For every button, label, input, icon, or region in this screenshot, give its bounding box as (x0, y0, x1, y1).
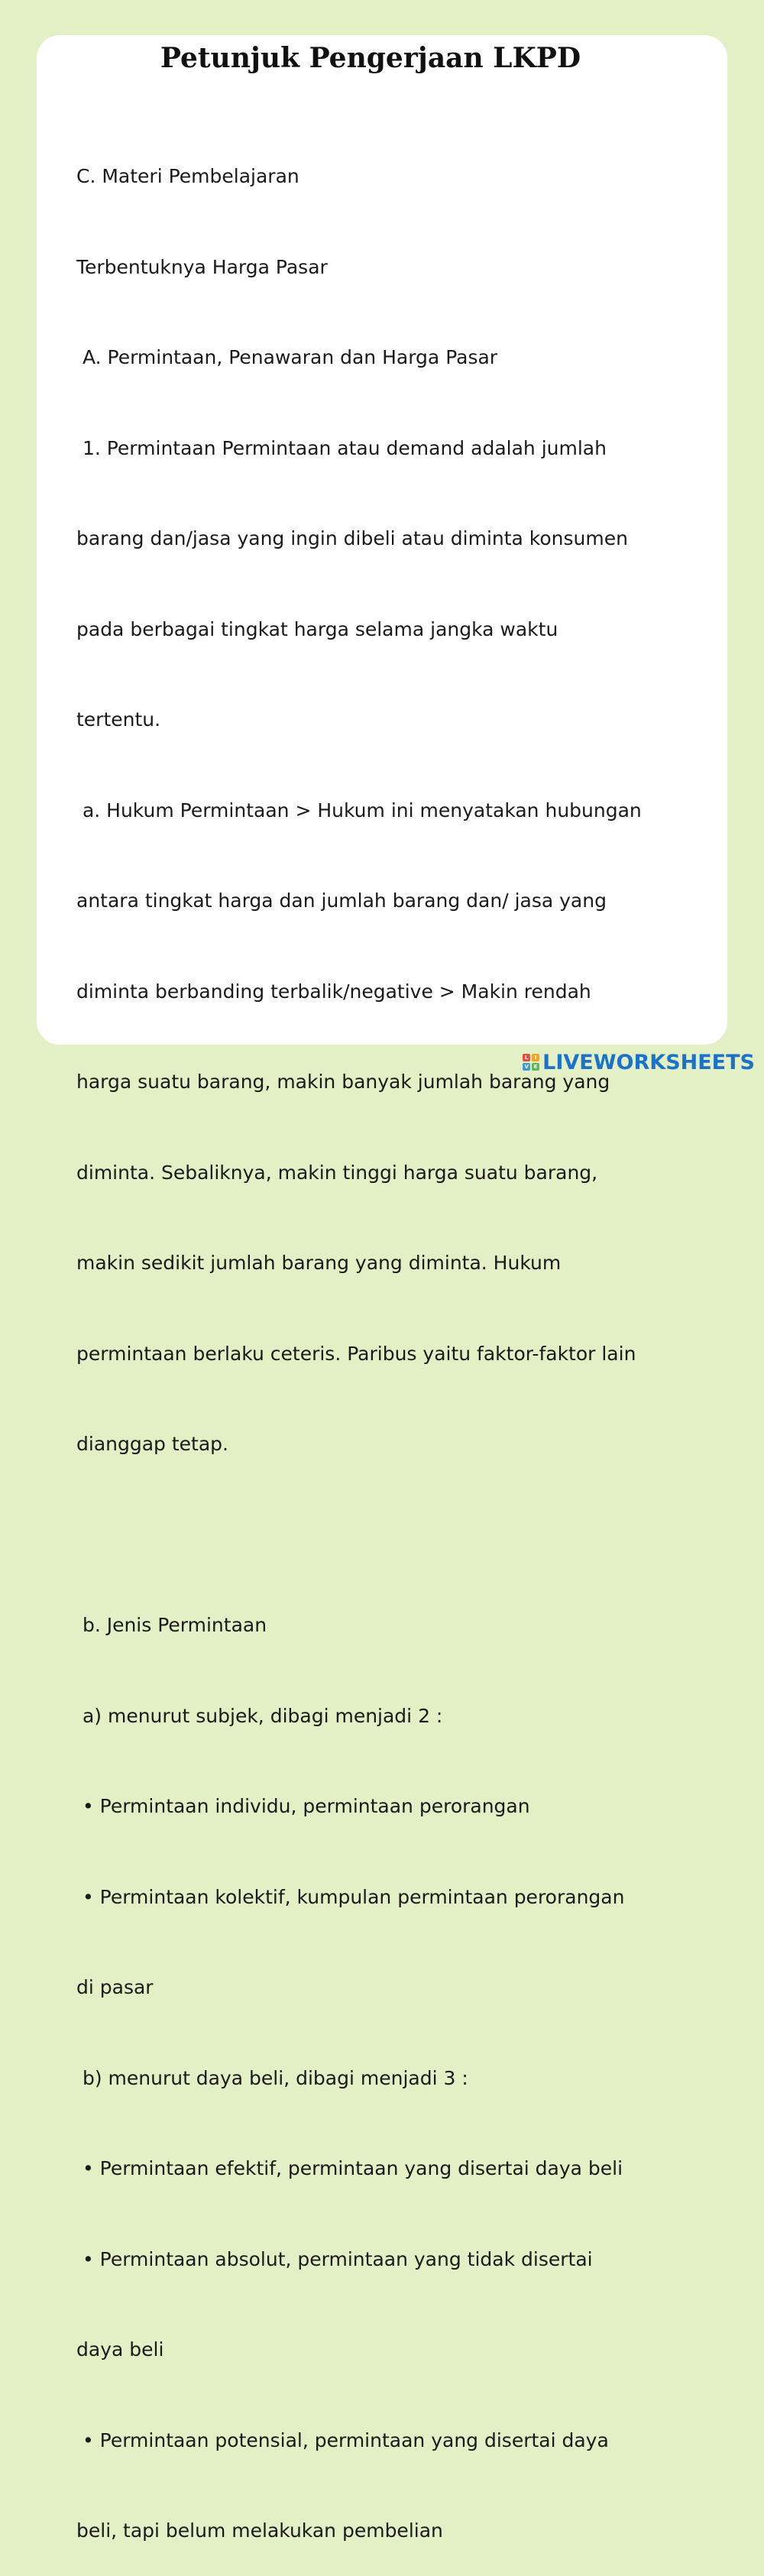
blank-line (76, 1520, 733, 1550)
text-line: barang dan/jasa yang ingin dibeli atau diminta konsumen (76, 527, 628, 549)
text-line: antara tingkat harga dan jumlah barang dan/ jasa yang (76, 889, 607, 912)
text-line: Terbentuknya Harga Pasar (76, 255, 328, 278)
text-line: b. Jenis Permintaan (76, 1614, 267, 1636)
logo-letter-l: L (523, 1054, 530, 1061)
brand-name[interactable]: LIVEWORKSHEETS (542, 1050, 755, 1074)
text-line: b) menurut daya beli, dibagi menjadi 3 : (76, 2066, 468, 2089)
logo-letter-i: I (532, 1054, 539, 1061)
text-line: a. Hukum Permintaan > Hukum ini menyatakan hubungan (76, 799, 642, 821)
text-line: daya beli (76, 2338, 164, 2361)
text-line: A. Permintaan, Penawaran dan Harga Pasar (76, 346, 498, 368)
text-line: • Permintaan potensial, permintaan yang disertai daya (76, 2429, 609, 2451)
liveworksheets-footer (523, 1048, 755, 1076)
text-line: makin sedikit jumlah barang yang diminta. Hukum (76, 1252, 562, 1274)
text-line: • Permintaan efektif, permintaan yang disertai daya beli (76, 2157, 623, 2179)
text-line: pada berbagai tingkat harga selama jangka waktu (76, 617, 558, 640)
text-line: 1. Permintaan Permintaan atau demand adalah jumlah (76, 436, 607, 459)
text-line: • Permintaan absolut, permintaan yang tidak disertai (76, 2247, 593, 2270)
text-line: permintaan berlaku ceteris. Paribus yaitu faktor-faktor lain (76, 1342, 636, 1365)
logo-letter-v: V (523, 1063, 530, 1071)
text-line: diminta. Sebaliknya, makin tinggi harga suatu barang, (76, 1161, 598, 1184)
text-line: diminta berbanding terbalik/negative > Makin rendah (76, 980, 591, 1003)
text-line: di pasar (76, 1976, 154, 1998)
text-line: beli, tapi belum melakukan pembelian (76, 2519, 443, 2542)
text-line: dianggap tetap. (76, 1433, 228, 1455)
text-line: • Permintaan kolektif, kumpulan permintaan perorangan (76, 1885, 625, 1908)
text-line: • Permintaan individu, permintaan perorangan (76, 1795, 530, 1817)
text-line: C. Materi Pembelajaran (76, 165, 299, 187)
liveworksheets-logo-icon (523, 1054, 539, 1071)
text-line: a) menurut subjek, dibagi menjadi 2 : (76, 1704, 443, 1727)
page-title: Petunjuk Pengerjaan LKPD (160, 42, 581, 74)
text-line: harga suatu barang, makin banyak jumlah barang yang (76, 1071, 610, 1093)
material-text (76, 101, 733, 2576)
text-line: tertentu. (76, 708, 161, 731)
logo-letter-e: E (532, 1063, 539, 1071)
